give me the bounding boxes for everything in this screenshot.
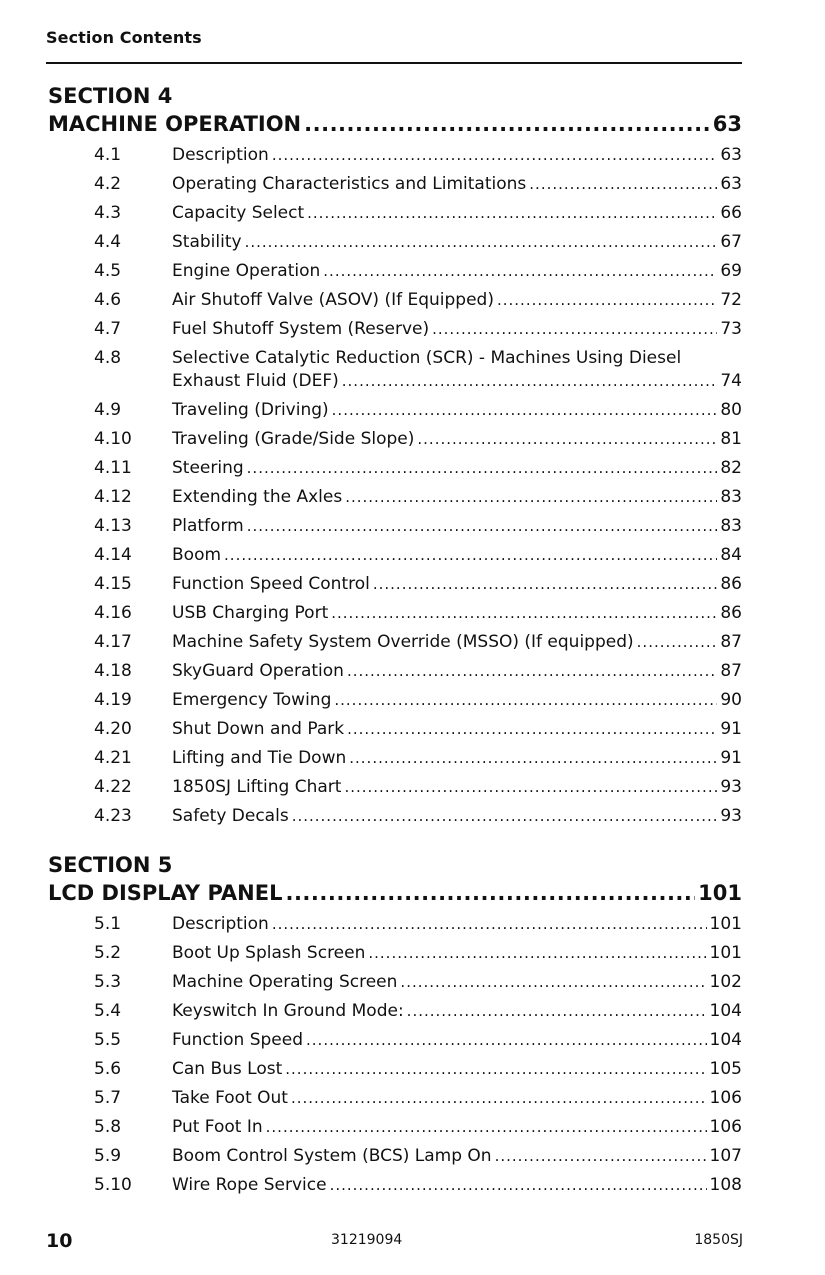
toc-entry-title: Extending the Axles bbox=[172, 487, 343, 507]
section-5 bbox=[48, 851, 742, 1203]
toc-entry[interactable] bbox=[48, 260, 742, 283]
section-title: MACHINE OPERATION bbox=[48, 112, 302, 136]
dot-leader bbox=[331, 602, 717, 625]
toc-entry-body bbox=[172, 805, 742, 828]
dot-leader bbox=[247, 457, 718, 480]
toc-entry-title: Traveling (Grade/Side Slope) bbox=[172, 429, 415, 449]
dot-leader bbox=[285, 1058, 706, 1081]
toc-entry-page: 105 bbox=[709, 1059, 742, 1079]
toc-entry-title: Capacity Select bbox=[172, 203, 305, 223]
toc-entry-title-row bbox=[172, 971, 742, 994]
toc-entry-title: Keyswitch In Ground Mode: bbox=[172, 1001, 404, 1021]
toc-entry-number: 5.9 bbox=[94, 1146, 122, 1166]
toc-entry-title-row bbox=[172, 1000, 742, 1023]
toc-entry-title-row bbox=[172, 231, 742, 254]
toc-entry-page: 63 bbox=[720, 174, 742, 194]
toc-entry[interactable] bbox=[48, 718, 742, 741]
toc-entry-number: 5.7 bbox=[94, 1088, 122, 1108]
dot-leader bbox=[306, 1029, 707, 1052]
toc-entry[interactable] bbox=[48, 913, 742, 936]
toc-entry-number: 4.15 bbox=[94, 574, 132, 594]
dot-leader bbox=[247, 515, 718, 538]
section-title-row bbox=[48, 110, 742, 138]
toc-entry-number: 4.8 bbox=[94, 348, 122, 368]
toc-entry-title: Description bbox=[172, 145, 269, 165]
toc-entry-page: 101 bbox=[709, 914, 742, 934]
toc-entry-page: 81 bbox=[720, 429, 742, 449]
toc-entry-page: 104 bbox=[709, 1001, 742, 1021]
toc-entry-number: 5.1 bbox=[94, 914, 122, 934]
toc-entry-title: Wire Rope Service bbox=[172, 1175, 327, 1195]
toc-entry-title: Traveling (Driving) bbox=[172, 400, 329, 420]
toc-entry-title-row bbox=[172, 913, 742, 936]
toc-entry-title-row bbox=[172, 602, 742, 625]
section-title: LCD DISPLAY PANEL bbox=[48, 881, 283, 905]
toc-entry-number: 5.6 bbox=[94, 1059, 122, 1079]
toc-entry-body bbox=[172, 486, 742, 509]
toc-entry-page: 87 bbox=[720, 661, 742, 681]
toc-entry-number: 4.17 bbox=[94, 632, 132, 652]
toc-entry-number: 4.10 bbox=[94, 429, 132, 449]
toc-entry-body bbox=[172, 718, 742, 741]
toc-entry-body bbox=[172, 573, 742, 596]
footer-page-number: 10 bbox=[46, 1230, 73, 1252]
section-page: 101 bbox=[698, 881, 742, 905]
toc-entry[interactable] bbox=[48, 202, 742, 225]
toc-entry-title: Platform bbox=[172, 516, 244, 536]
section-number: SECTION 4 bbox=[48, 84, 173, 108]
toc-entry-title-row bbox=[172, 486, 742, 509]
toc-entry[interactable] bbox=[48, 1029, 742, 1052]
dot-leader bbox=[417, 428, 717, 451]
toc-entry-title-row bbox=[172, 573, 742, 596]
header-rule bbox=[46, 62, 742, 64]
dot-leader bbox=[368, 942, 706, 965]
dot-leader bbox=[495, 1145, 707, 1168]
toc-entry-title-row bbox=[172, 718, 742, 741]
dot-leader bbox=[330, 1174, 707, 1197]
dot-leader bbox=[407, 1000, 707, 1023]
toc-entry-title-row bbox=[172, 1087, 742, 1110]
toc-entry-page: 86 bbox=[720, 574, 742, 594]
dot-leader bbox=[432, 318, 717, 341]
toc-entry[interactable] bbox=[48, 660, 742, 683]
toc-entry[interactable] bbox=[48, 289, 742, 312]
toc-entry-page: 72 bbox=[720, 290, 742, 310]
toc-entry-page: 90 bbox=[720, 690, 742, 710]
toc-entry-body bbox=[172, 544, 742, 567]
toc-entry-title-row bbox=[172, 144, 742, 167]
toc-entry[interactable] bbox=[48, 631, 742, 654]
toc-entry-title-row bbox=[172, 1116, 742, 1139]
toc-entry-title: Exhaust Fluid (DEF) bbox=[172, 371, 339, 391]
toc-entry-number: 4.12 bbox=[94, 487, 132, 507]
toc-entry-page: 69 bbox=[720, 261, 742, 281]
toc-entry[interactable] bbox=[48, 144, 742, 167]
toc-entry-page: 106 bbox=[709, 1088, 742, 1108]
toc-entry-title-row bbox=[172, 1058, 742, 1081]
toc-entry-body bbox=[172, 347, 742, 393]
toc-list bbox=[48, 144, 742, 828]
toc-entry-title-row bbox=[172, 399, 742, 422]
dot-leader bbox=[334, 689, 717, 712]
toc-entry-body bbox=[172, 1116, 742, 1139]
toc-entry[interactable] bbox=[48, 1116, 742, 1139]
toc-entry[interactable] bbox=[48, 1058, 742, 1081]
toc-entry-number: 5.3 bbox=[94, 972, 122, 992]
toc-entry[interactable] bbox=[48, 942, 742, 965]
toc-entry-title-row bbox=[172, 1145, 742, 1168]
toc-entry-body bbox=[172, 1145, 742, 1168]
toc-entry-title: Selective Catalytic Reduction (SCR) - Machines Using Diesel bbox=[172, 348, 682, 368]
dot-leader bbox=[347, 718, 717, 741]
toc-entry-body bbox=[172, 602, 742, 625]
toc-entry-title-row bbox=[172, 942, 742, 965]
toc-entry-page: 82 bbox=[720, 458, 742, 478]
toc-entry-title: Boom Control System (BCS) Lamp On bbox=[172, 1146, 492, 1166]
toc-entry-number: 5.4 bbox=[94, 1001, 122, 1021]
toc-entry-title-row bbox=[172, 370, 742, 393]
toc-entry-number: 4.3 bbox=[94, 203, 122, 223]
toc-entry[interactable] bbox=[48, 1000, 742, 1023]
toc-entry-body bbox=[172, 173, 742, 196]
dot-leader bbox=[637, 631, 718, 654]
toc-entry-title: Air Shutoff Valve (ASOV) (If Equipped) bbox=[172, 290, 494, 310]
toc-entry-page: 104 bbox=[709, 1030, 742, 1050]
toc-entry-number: 4.13 bbox=[94, 516, 132, 536]
toc-entry-title: Put Foot In bbox=[172, 1117, 263, 1137]
toc-entry-title-row bbox=[172, 318, 742, 341]
toc-entry-title-row bbox=[172, 1174, 742, 1197]
toc-entry-body bbox=[172, 428, 742, 451]
toc-entry-page: 83 bbox=[720, 487, 742, 507]
toc-entry-number: 4.1 bbox=[94, 145, 122, 165]
dot-leader bbox=[291, 1087, 707, 1110]
toc-entry-title-row bbox=[172, 747, 742, 770]
toc-entry[interactable] bbox=[48, 1145, 742, 1168]
toc-entry-body bbox=[172, 202, 742, 225]
toc-entry[interactable] bbox=[48, 1174, 742, 1197]
toc-entry-title: 1850SJ Lifting Chart bbox=[172, 777, 342, 797]
toc-entry-title: Fuel Shutoff System (Reserve) bbox=[172, 319, 430, 339]
toc-entry[interactable] bbox=[48, 318, 742, 341]
toc-entry-number: 4.4 bbox=[94, 232, 122, 252]
toc-entry-page: 63 bbox=[720, 145, 742, 165]
toc-entry-title-row bbox=[172, 457, 742, 480]
toc-entry-body bbox=[172, 747, 742, 770]
toc-entry-title: Can Bus Lost bbox=[172, 1059, 283, 1079]
header-title: Section Contents bbox=[46, 28, 202, 47]
toc-entry[interactable] bbox=[48, 747, 742, 770]
toc-entry-number: 4.21 bbox=[94, 748, 132, 768]
dot-leader bbox=[272, 913, 707, 936]
toc-entry-number: 4.19 bbox=[94, 690, 132, 710]
toc-entry-number: 4.11 bbox=[94, 458, 132, 478]
toc-entry-body bbox=[172, 689, 742, 712]
section-page: 63 bbox=[712, 112, 742, 136]
dot-leader bbox=[349, 747, 717, 770]
toc-entry-title-row bbox=[172, 428, 742, 451]
toc-entry-page: 102 bbox=[709, 972, 742, 992]
toc-entry-number: 4.16 bbox=[94, 603, 132, 623]
toc-entry-number: 4.7 bbox=[94, 319, 122, 339]
toc-entry-number: 4.20 bbox=[94, 719, 132, 739]
dot-leader bbox=[285, 879, 695, 907]
toc-entry-title: SkyGuard Operation bbox=[172, 661, 344, 681]
toc-entry[interactable] bbox=[48, 486, 742, 509]
toc-entry-page: 101 bbox=[709, 943, 742, 963]
toc-entry-body bbox=[172, 1029, 742, 1052]
toc-entry[interactable] bbox=[48, 231, 742, 254]
dot-leader bbox=[529, 173, 717, 196]
toc-entry-body bbox=[172, 776, 742, 799]
toc-entry-title-row bbox=[172, 515, 742, 538]
toc-entry[interactable] bbox=[48, 347, 742, 393]
toc-entry-number: 4.23 bbox=[94, 806, 132, 826]
toc-entry[interactable] bbox=[48, 544, 742, 567]
toc-entry-number: 5.8 bbox=[94, 1117, 122, 1137]
dot-leader bbox=[323, 260, 717, 283]
toc-entry-body bbox=[172, 1000, 742, 1023]
toc-entry-title: Boot Up Splash Screen bbox=[172, 943, 366, 963]
toc-entry-page: 106 bbox=[709, 1117, 742, 1137]
section-4 bbox=[48, 82, 742, 834]
toc-entry-title-row bbox=[172, 689, 742, 712]
toc-entry-title: Take Foot Out bbox=[172, 1088, 288, 1108]
toc-entry[interactable] bbox=[48, 602, 742, 625]
toc-entry-title: Shut Down and Park bbox=[172, 719, 345, 739]
toc-entry-body bbox=[172, 1058, 742, 1081]
toc-entry-title-row bbox=[172, 202, 742, 225]
toc-entry-page: 93 bbox=[720, 806, 742, 826]
toc-entry-body bbox=[172, 1087, 742, 1110]
toc-entry[interactable] bbox=[48, 776, 742, 799]
toc-entry-title: Steering bbox=[172, 458, 244, 478]
toc-entry-page: 91 bbox=[720, 748, 742, 768]
toc-entry-page: 86 bbox=[720, 603, 742, 623]
toc-entry-title-row bbox=[172, 1029, 742, 1052]
toc-entry-page: 83 bbox=[720, 516, 742, 536]
toc-entry-title: Function Speed Control bbox=[172, 574, 370, 594]
toc-entry[interactable] bbox=[48, 971, 742, 994]
toc-entry-page: 108 bbox=[709, 1175, 742, 1195]
toc-entry[interactable] bbox=[48, 573, 742, 596]
toc-entry-title: Description bbox=[172, 914, 269, 934]
toc-entry-page: 67 bbox=[720, 232, 742, 252]
dot-leader bbox=[272, 144, 718, 167]
toc-entry-title-row bbox=[172, 289, 742, 312]
toc-entry-body bbox=[172, 144, 742, 167]
toc-entry-body bbox=[172, 231, 742, 254]
section-title-row bbox=[48, 879, 742, 907]
toc-entry-number: 4.14 bbox=[94, 545, 132, 565]
toc-entry-title: Operating Characteristics and Limitations bbox=[172, 174, 527, 194]
dot-leader bbox=[266, 1116, 707, 1139]
toc-entry[interactable] bbox=[48, 457, 742, 480]
toc-entry-page: 91 bbox=[720, 719, 742, 739]
toc-entry-title-row bbox=[172, 805, 742, 828]
dot-leader bbox=[342, 370, 718, 393]
toc-entry-title: Stability bbox=[172, 232, 242, 252]
toc-entry-page: 93 bbox=[720, 777, 742, 797]
toc-entry[interactable] bbox=[48, 173, 742, 196]
toc-entry-body bbox=[172, 318, 742, 341]
toc-entry-body bbox=[172, 631, 742, 654]
footer-doc-number: 31219094 bbox=[331, 1232, 403, 1248]
toc-entry-page: 66 bbox=[720, 203, 742, 223]
toc-entry[interactable] bbox=[48, 399, 742, 422]
toc-entry-body bbox=[172, 971, 742, 994]
toc-entry-title: Function Speed bbox=[172, 1030, 304, 1050]
toc-entry-number: 5.10 bbox=[94, 1175, 132, 1195]
toc-entry-title: Boom bbox=[172, 545, 222, 565]
dot-leader bbox=[307, 202, 717, 225]
toc-entry-page: 73 bbox=[720, 319, 742, 339]
toc-entry-number: 5.5 bbox=[94, 1030, 122, 1050]
dot-leader bbox=[400, 971, 706, 994]
toc-entry-title: Machine Safety System Override (MSSO) (If equipped) bbox=[172, 632, 634, 652]
footer-model: 1850SJ bbox=[694, 1232, 743, 1248]
toc-entry-body bbox=[172, 457, 742, 480]
dot-leader bbox=[344, 776, 717, 799]
toc-entry-body bbox=[172, 913, 742, 936]
toc-entry[interactable] bbox=[48, 428, 742, 451]
toc-entry-number: 5.2 bbox=[94, 943, 122, 963]
toc-entry-number: 4.18 bbox=[94, 661, 132, 681]
toc-entry-number: 4.9 bbox=[94, 400, 122, 420]
toc-entry[interactable] bbox=[48, 805, 742, 828]
toc-list bbox=[48, 913, 742, 1197]
toc-entry-title-row bbox=[172, 260, 742, 283]
toc-entry-number: 4.22 bbox=[94, 777, 132, 797]
toc-entry-body bbox=[172, 289, 742, 312]
dot-leader bbox=[245, 231, 718, 254]
toc-entry-body bbox=[172, 399, 742, 422]
toc-entry-title-row bbox=[172, 173, 742, 196]
dot-leader bbox=[373, 573, 718, 596]
dot-leader bbox=[497, 289, 717, 312]
toc-entry-body bbox=[172, 660, 742, 683]
dot-leader bbox=[292, 805, 718, 828]
toc-entry-body bbox=[172, 1174, 742, 1197]
toc-entry-number: 4.2 bbox=[94, 174, 122, 194]
toc-entry[interactable] bbox=[48, 1087, 742, 1110]
dot-leader bbox=[332, 399, 718, 422]
toc-entry-title: USB Charging Port bbox=[172, 603, 329, 623]
toc-entry-title-row bbox=[172, 631, 742, 654]
dot-leader bbox=[304, 110, 710, 138]
toc-entry-page: 87 bbox=[720, 632, 742, 652]
toc-entry[interactable] bbox=[48, 515, 742, 538]
dot-leader bbox=[224, 544, 717, 567]
section-number: SECTION 5 bbox=[48, 853, 173, 877]
toc-entry-page: 107 bbox=[709, 1146, 742, 1166]
toc-entry-page: 84 bbox=[720, 545, 742, 565]
toc-entry-page: 74 bbox=[720, 371, 742, 391]
dot-leader bbox=[345, 486, 717, 509]
toc-entry-number: 4.5 bbox=[94, 261, 122, 281]
toc-entry-number: 4.6 bbox=[94, 290, 122, 310]
toc-entry-title: Safety Decals bbox=[172, 806, 289, 826]
toc-entry-title: Lifting and Tie Down bbox=[172, 748, 347, 768]
dot-leader bbox=[347, 660, 717, 683]
toc-entry[interactable] bbox=[48, 689, 742, 712]
toc-entry-title: Emergency Towing bbox=[172, 690, 332, 710]
toc-entry-body bbox=[172, 260, 742, 283]
toc-entry-title-row bbox=[172, 660, 742, 683]
toc-entry-body bbox=[172, 515, 742, 538]
toc-entry-title: Engine Operation bbox=[172, 261, 321, 281]
toc-entry-page: 80 bbox=[720, 400, 742, 420]
toc-entry-title: Machine Operating Screen bbox=[172, 972, 398, 992]
toc-entry-title-row bbox=[172, 544, 742, 567]
toc-entry-title-row bbox=[172, 776, 742, 799]
toc-entry-body bbox=[172, 942, 742, 965]
